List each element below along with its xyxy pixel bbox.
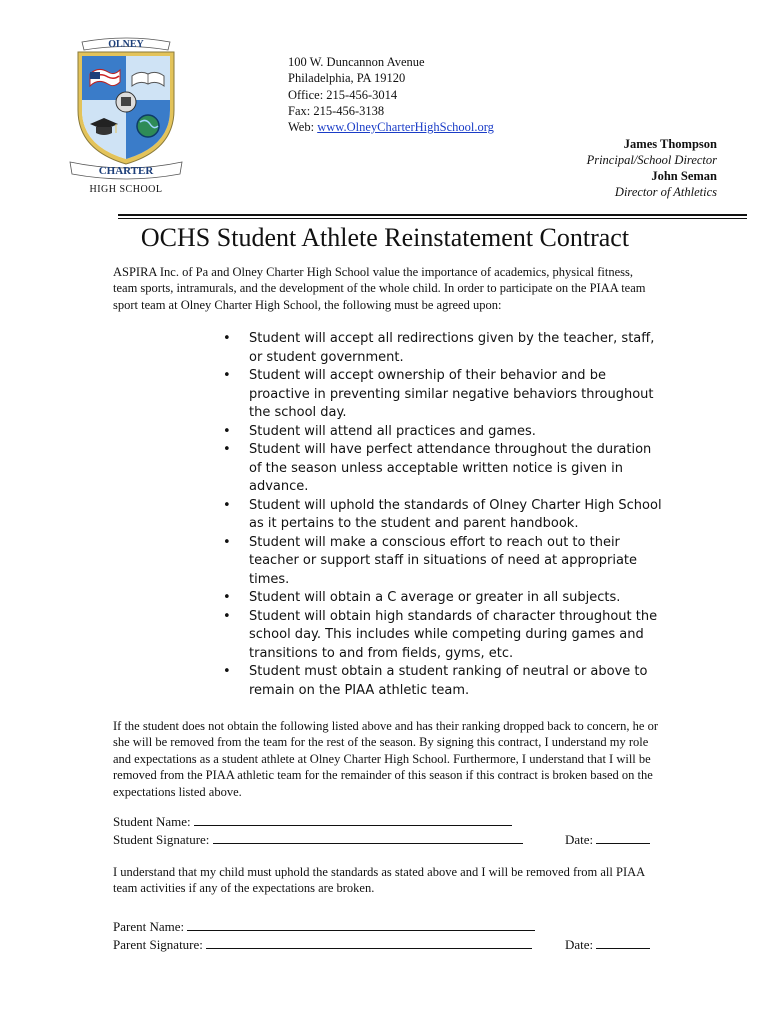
parent-consent-paragraph: I understand that my child must uphold the standards as stated above and I will be removed from all PIAA team activities if any of the expectations are broken. <box>113 865 645 896</box>
list-item: • Student will attend all practices and games. <box>222 423 662 442</box>
website-link[interactable]: www.OlneyCharterHighSchool.org <box>317 120 494 135</box>
athletics-director-title: Director of Athletics <box>614 185 717 199</box>
list-item: • Student will obtain high standards of character throughout the school day. This includes while competing during games and transitions to and from fields, gyms, etc. <box>222 608 662 664</box>
student-date-label: Date: <box>565 832 594 847</box>
athletics-director-name: John Seman <box>651 169 717 183</box>
principal-title: Principal/School Director <box>586 153 717 167</box>
address-city: Philadelphia, PA 19120 <box>288 71 406 86</box>
header-divider-thin <box>118 218 747 219</box>
list-item: • Student will have perfect attendance throughout the duration of the season unless acceptable written notice is given in advance. <box>222 441 662 497</box>
parent-name-field[interactable] <box>187 917 535 931</box>
address-fax: Fax: 215-456-3138 <box>288 103 385 118</box>
intro-paragraph: ASPIRA Inc. of Pa and Olney Charter High School value the importance of academics, physical fitness, team sports, intramurals, and the development of the whole child. In order to participate on the PIAA team sport team at Olney Charter High School, the following must be agreed upon: <box>113 265 646 312</box>
list-item: • Student will obtain a C average or greater in all subjects. <box>222 589 662 608</box>
list-item: • Student will accept all redirections given by the teacher, staff, or student government. <box>222 330 662 367</box>
parent-name-row <box>113 917 659 936</box>
expectations-list <box>222 330 662 700</box>
logo-banner-text: CHARTER <box>98 165 154 177</box>
closing-paragraph: If the student does not obtain the following listed above and has their ranking dropped back to concern, he or she will be removed from the team for the rest of the season. By signing this contract, I understand my role and expectations as a student athlete at Olney Charter High School. Furthermore, I understand that I will be removed from the PIAA athletic team for the remainder of this season if this contract is broken based on the expectations listed above. <box>113 719 658 799</box>
list-item: • Student will uphold the standards of Olney Charter High School as it pertains to the student and parent handbook. <box>222 497 662 534</box>
student-name-label: Student Name: <box>113 814 191 829</box>
address-street: 100 W. Duncannon Avenue <box>288 55 425 69</box>
globe-icon <box>137 115 159 137</box>
principal-name: James Thompson <box>623 137 717 151</box>
header-divider <box>118 214 747 216</box>
student-signature-row <box>113 830 659 849</box>
page-title: OCHS Student Athlete Reinstatement Contract <box>140 223 630 252</box>
parent-date-group <box>565 935 650 954</box>
student-date-field[interactable] <box>596 830 650 844</box>
parent-name-label: Parent Name: <box>113 919 185 934</box>
student-signature-field[interactable] <box>213 830 523 844</box>
list-item: • Student will make a conscious effort to reach out to their teacher or support staff in situations of need at appropriate times. <box>222 534 662 590</box>
parent-signature-label: Parent Signature: <box>113 937 203 952</box>
staff-block <box>587 136 717 200</box>
parent-signature-field[interactable] <box>206 935 532 949</box>
logo-bottom-text: HIGH SCHOOL <box>89 184 163 195</box>
student-name-field[interactable] <box>194 812 512 826</box>
parent-date-label: Date: <box>565 937 594 952</box>
logo-top-text: OLNEY <box>108 39 144 50</box>
student-name-row <box>113 812 659 831</box>
address-office: Office: 215-456-3014 <box>288 87 398 102</box>
web-label: Web: <box>288 120 318 135</box>
school-address <box>288 54 494 135</box>
list-item: • Student will accept ownership of their behavior and be proactive in preventing similar negative behaviors throughout the school day. <box>222 367 662 423</box>
list-item: • Student must obtain a student ranking of neutral or above to remain on the PIAA athletic team. <box>222 663 662 700</box>
address-web <box>288 119 494 135</box>
mascot-icon <box>116 92 136 112</box>
parent-signature-row <box>113 935 659 954</box>
school-logo <box>68 32 184 198</box>
student-signature-label: Student Signature: <box>113 832 210 847</box>
student-date-group <box>565 830 650 849</box>
parent-date-field[interactable] <box>596 935 650 949</box>
